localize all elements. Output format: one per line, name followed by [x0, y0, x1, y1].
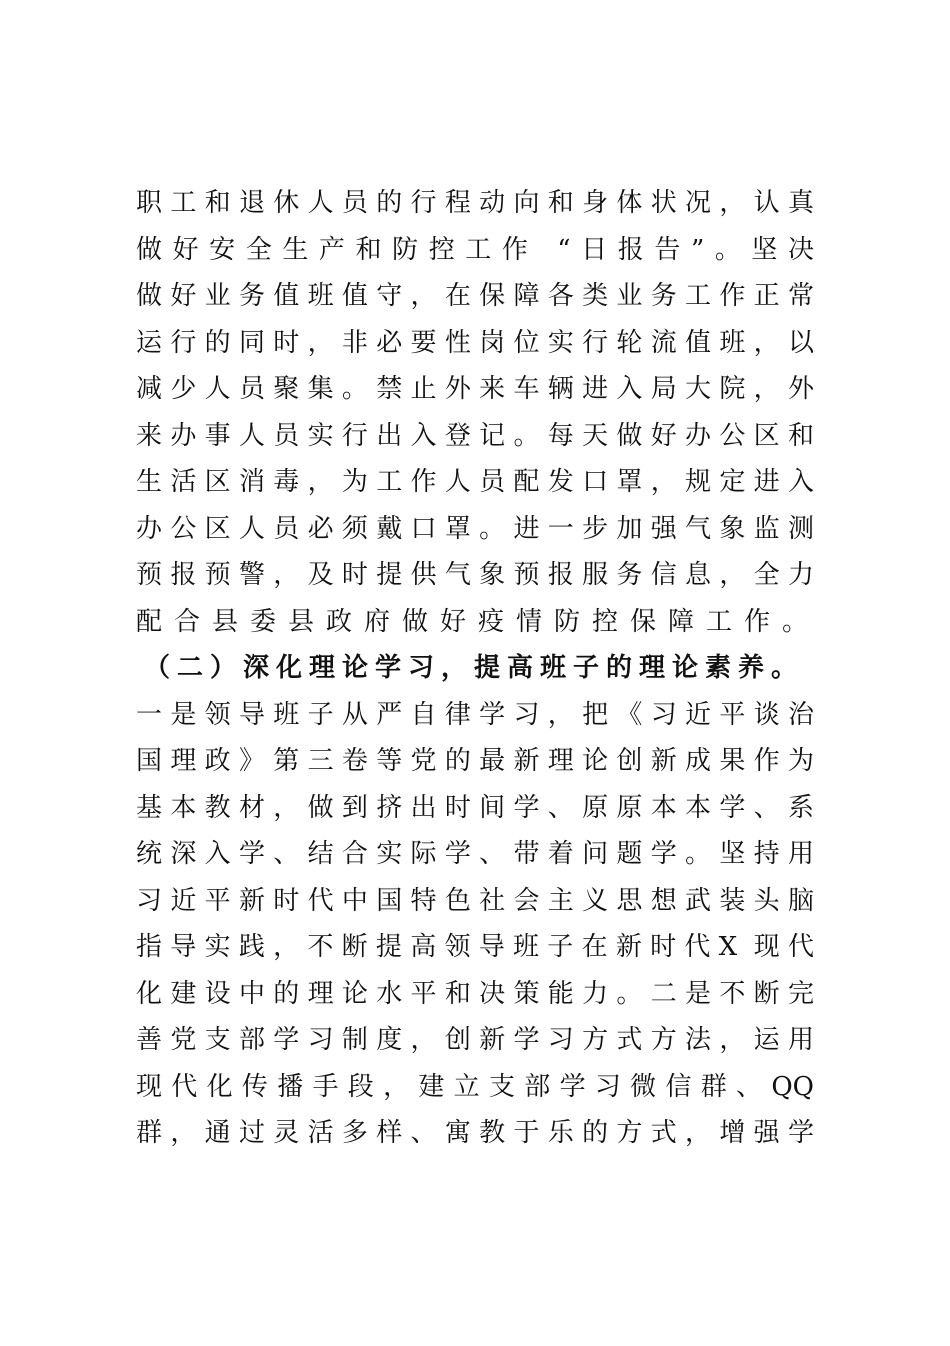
text-line: 预报预警，及时提供气象预报服务信息，全力 [136, 560, 814, 590]
text-line: 配合县委县政府做好疫情防控保障工作。 [136, 606, 821, 637]
text-line: 群，通过灵活多样、寓教于乐的方式，增强学 [136, 1118, 814, 1148]
text-line: 现代化传播手段，建立支部学习微信群、QQ [136, 1071, 814, 1102]
text-line: 来办事人员实行出入登记。每天做好办公区和 [136, 420, 814, 451]
text-line: 减少人员聚集。禁止外来车辆进入局大院，外 [136, 374, 814, 404]
text-line: 生活区消毒，为工作人员配发口罩，规定进入 [136, 467, 814, 497]
text-line: 统深入学、结合实际学、带着问题学。坚持用 [136, 839, 814, 869]
section-heading: （二）深化理论学习，提高班子的理论素养。 [144, 653, 805, 683]
body-text [136, 180, 856, 1157]
text-line: 做好业务值班值守，在保障各类业务工作正常 [136, 281, 814, 311]
text-line: 习近平新时代中国特色社会主义思想武装头脑 [136, 885, 814, 916]
text-line: 指导实践，不断提高领导班子在新时代X 现代 [136, 932, 814, 962]
text-line: 一是领导班子从严自律学习，把《习近平谈治 [136, 699, 814, 730]
text-line: 办公区人员必须戴口罩。进一步加强气象监测 [136, 513, 814, 544]
text-line: 基本教材，做到挤出时间学、原原本本学、系 [136, 792, 814, 823]
text-line: 运行的同时，非必要性岗位实行轮流值班，以 [136, 327, 814, 358]
text-line: 国理政》第三卷等党的最新理论创新成果作为 [136, 746, 814, 776]
text-line: 做好安全生产和防控工作 “日报告”。坚决 [136, 234, 814, 265]
text-line: 善党支部学习制度，创新学习方式方法，运用 [136, 1025, 814, 1055]
text-line: 职工和退休人员的行程动向和身体状况，认真 [136, 188, 814, 218]
text-line: 化建设中的理论水平和决策能力。二是不断完 [136, 978, 814, 1009]
